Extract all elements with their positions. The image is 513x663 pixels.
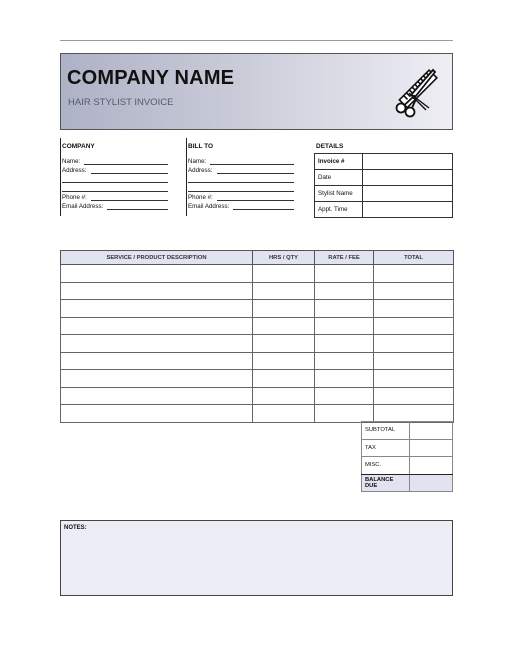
table-row [61, 405, 454, 423]
scissors-comb-icon [389, 64, 443, 118]
balance-due-value[interactable] [410, 474, 453, 492]
item-rate-cell[interactable] [315, 370, 374, 388]
item-qty-cell[interactable] [253, 317, 315, 335]
details-date-value[interactable] [363, 170, 453, 186]
tax-value[interactable] [410, 439, 453, 457]
tax-label: TAX [362, 439, 410, 457]
details-invoice-value[interactable] [363, 154, 453, 170]
details-section-title: DETAILS [316, 143, 344, 150]
item-total-cell[interactable] [374, 282, 454, 300]
table-row [61, 370, 454, 388]
item-total-cell[interactable] [374, 352, 454, 370]
item-description-cell[interactable] [61, 282, 253, 300]
top-divider [60, 40, 453, 41]
table-row [61, 300, 454, 318]
item-total-cell[interactable] [374, 317, 454, 335]
bill-to-section-rule [186, 138, 187, 216]
details-stylist-label: Stylist Name [315, 186, 363, 202]
item-rate-cell[interactable] [315, 282, 374, 300]
subtotal-label: SUBTOTAL [362, 422, 410, 440]
company-phone-label: Phone #: [62, 194, 87, 201]
table-row [61, 387, 454, 405]
notes-box[interactable] [60, 520, 453, 596]
col-qty: HRS / QTY [253, 251, 315, 265]
header-banner [60, 53, 453, 130]
notes-label: NOTES: [64, 525, 87, 531]
company-email-label: Email Address: [62, 203, 104, 210]
item-description-cell[interactable] [61, 352, 253, 370]
company-name-label: Name: [62, 158, 81, 165]
item-description-cell[interactable] [61, 265, 253, 283]
bill-to-name-label: Name: [188, 158, 207, 165]
company-section-rule [60, 138, 61, 216]
company-address-line-2[interactable] [62, 182, 168, 183]
misc-value[interactable] [410, 457, 453, 475]
details-invoice-label: Invoice # [315, 154, 363, 170]
misc-label: MISC. [362, 457, 410, 475]
table-row [61, 352, 454, 370]
bill-to-phone-field[interactable] [217, 200, 294, 201]
table-row [61, 317, 454, 335]
item-rate-cell[interactable] [315, 352, 374, 370]
bill-to-section-title: BILL TO [188, 143, 214, 150]
bill-to-address-line-3[interactable] [188, 191, 294, 192]
company-phone-field[interactable] [91, 200, 168, 201]
company-address-field[interactable] [91, 173, 168, 174]
bill-to-email-label: Email Address: [188, 203, 230, 210]
item-description-cell[interactable] [61, 387, 253, 405]
company-address-label: Address: [62, 167, 87, 174]
item-total-cell[interactable] [374, 387, 454, 405]
balance-due-label: BALANCE DUE [362, 474, 410, 492]
col-rate: RATE / FEE [315, 251, 374, 265]
details-appt-time-label: Appt. Time [315, 202, 363, 218]
item-rate-cell[interactable] [315, 335, 374, 353]
item-description-cell[interactable] [61, 317, 253, 335]
company-email-field[interactable] [107, 209, 168, 210]
item-total-cell[interactable] [374, 370, 454, 388]
col-description: SERVICE / PRODUCT DESCRIPTION [61, 251, 253, 265]
item-rate-cell[interactable] [315, 265, 374, 283]
details-table [314, 153, 453, 218]
totals-table [361, 421, 453, 492]
bill-to-address-label: Address: [188, 167, 213, 174]
item-description-cell[interactable] [61, 370, 253, 388]
table-row [61, 282, 454, 300]
item-total-cell[interactable] [374, 300, 454, 318]
item-description-cell[interactable] [61, 405, 253, 423]
company-name-field[interactable] [84, 164, 168, 165]
item-description-cell[interactable] [61, 300, 253, 318]
bill-to-address-line-2[interactable] [188, 182, 294, 183]
items-table [60, 250, 454, 423]
item-qty-cell[interactable] [253, 265, 315, 283]
bill-to-address-field[interactable] [217, 173, 294, 174]
company-address-line-3[interactable] [62, 191, 168, 192]
item-total-cell[interactable] [374, 405, 454, 423]
table-row [61, 335, 454, 353]
item-rate-cell[interactable] [315, 317, 374, 335]
bill-to-email-field[interactable] [233, 209, 294, 210]
subtotal-value[interactable] [410, 422, 453, 440]
item-qty-cell[interactable] [253, 405, 315, 423]
items-header-row [61, 251, 454, 265]
item-qty-cell[interactable] [253, 300, 315, 318]
details-appt-time-value[interactable] [363, 202, 453, 218]
item-qty-cell[interactable] [253, 387, 315, 405]
invoice-subtitle: HAIR STYLIST INVOICE [68, 97, 174, 108]
bill-to-phone-label: Phone #: [188, 194, 213, 201]
details-stylist-value[interactable] [363, 186, 453, 202]
item-qty-cell[interactable] [253, 352, 315, 370]
item-rate-cell[interactable] [315, 405, 374, 423]
item-qty-cell[interactable] [253, 370, 315, 388]
item-total-cell[interactable] [374, 265, 454, 283]
company-name: COMPANY NAME [67, 67, 235, 89]
item-rate-cell[interactable] [315, 387, 374, 405]
table-row [61, 265, 454, 283]
item-description-cell[interactable] [61, 335, 253, 353]
item-total-cell[interactable] [374, 335, 454, 353]
company-section-title: COMPANY [62, 143, 95, 150]
item-qty-cell[interactable] [253, 282, 315, 300]
bill-to-name-field[interactable] [210, 164, 294, 165]
item-rate-cell[interactable] [315, 300, 374, 318]
item-qty-cell[interactable] [253, 335, 315, 353]
col-total: TOTAL [374, 251, 454, 265]
details-date-label: Date [315, 170, 363, 186]
